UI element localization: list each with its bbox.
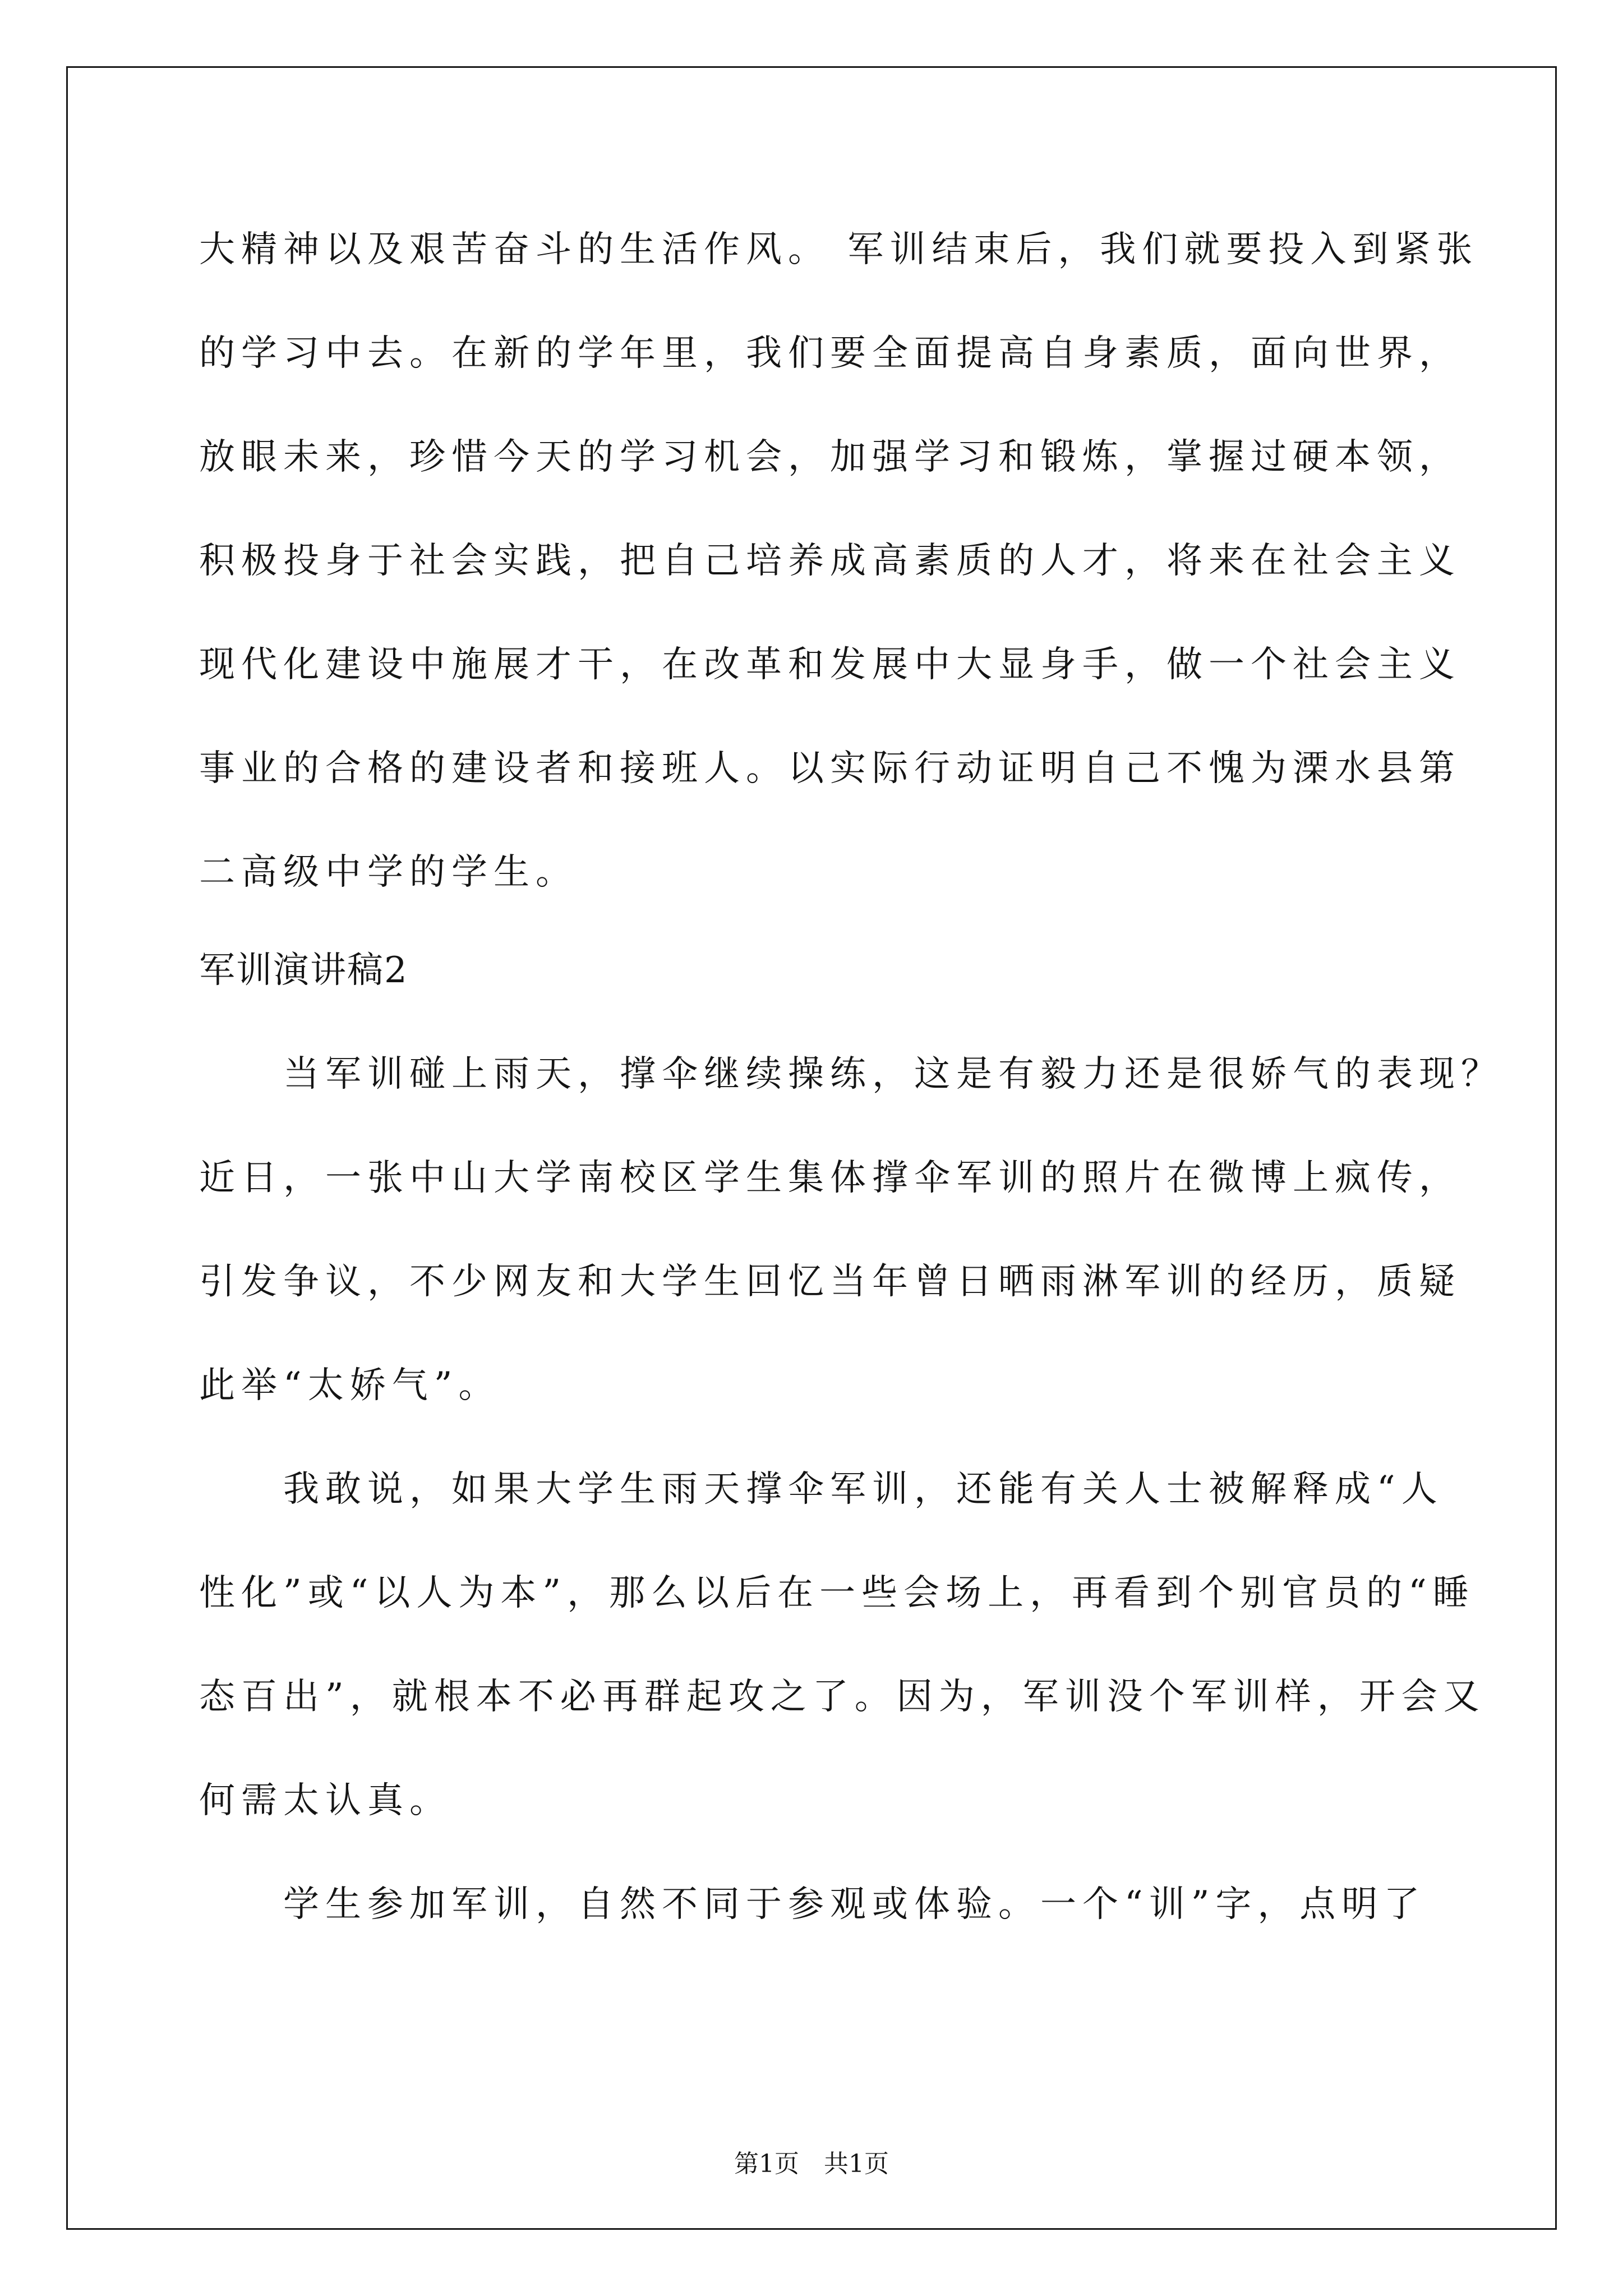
paragraph-1-line-4: 积极投身于社会实践，把自己培养成高素质的人才，将来在社会主义 <box>199 540 1461 582</box>
paragraph-3-line-4: 何需太认真。 <box>199 1780 451 1821</box>
paragraph-1-line-6: 事业的合格的建设者和接班人。以实际行动证明自己不愧为溧水县第 <box>199 748 1461 789</box>
paragraph-2-line-4: 此举“太娇气”。 <box>199 1365 501 1406</box>
paragraph-4-line-1: 学生参加军训，自然不同于参观或体验。一个“训”字，点明了 <box>283 1884 1426 1925</box>
paragraph-1-line-2: 的学习中去。在新的学年里，我们要全面提高自身素质，面向世界， <box>199 333 1461 374</box>
paragraph-2-line-3: 引发争议，不少网友和大学生回忆当年曾日晒雨淋军训的经历，质疑 <box>199 1261 1461 1303</box>
page-number-footer: 第1页 共1页 <box>734 2150 889 2178</box>
paragraph-1-line-7: 二高级中学的学生。 <box>199 852 578 893</box>
paragraph-3-line-2: 性化”或“以人为本”，那么以后在一些会场上，再看到个别官员的“睡 <box>199 1572 1475 1614</box>
paragraph-1-line-5: 现代化建设中施展才干，在改革和发展中大显身手，做一个社会主义 <box>199 644 1461 685</box>
paragraph-2-line-2: 近日，一张中山大学南校区学生集体撑伞军训的照片在微博上疯传， <box>199 1157 1461 1199</box>
paragraph-1-line-1: 大精神以及艰苦奋斗的生活作风。 军训结束后，我们就要投入到紧张 <box>199 229 1479 270</box>
paragraph-3-line-3: 态百出”，就根本不必再群起攻之了。因为，军训没个军训样，开会又 <box>199 1676 1486 1718</box>
paragraph-2-line-1: 当军训碰上雨天，撑伞继续操练，这是有毅力还是很娇气的表现？ <box>283 1053 1503 1095</box>
paragraph-1-line-3: 放眼未来，珍惜今天的学习机会，加强学习和锻炼，掌握过硬本领， <box>199 436 1461 478</box>
section-heading: 军训演讲稿2 <box>199 950 408 991</box>
paragraph-3-line-1: 我敢说，如果大学生雨天撑伞军训，还能有关人士被解释成“人 <box>283 1469 1444 1510</box>
